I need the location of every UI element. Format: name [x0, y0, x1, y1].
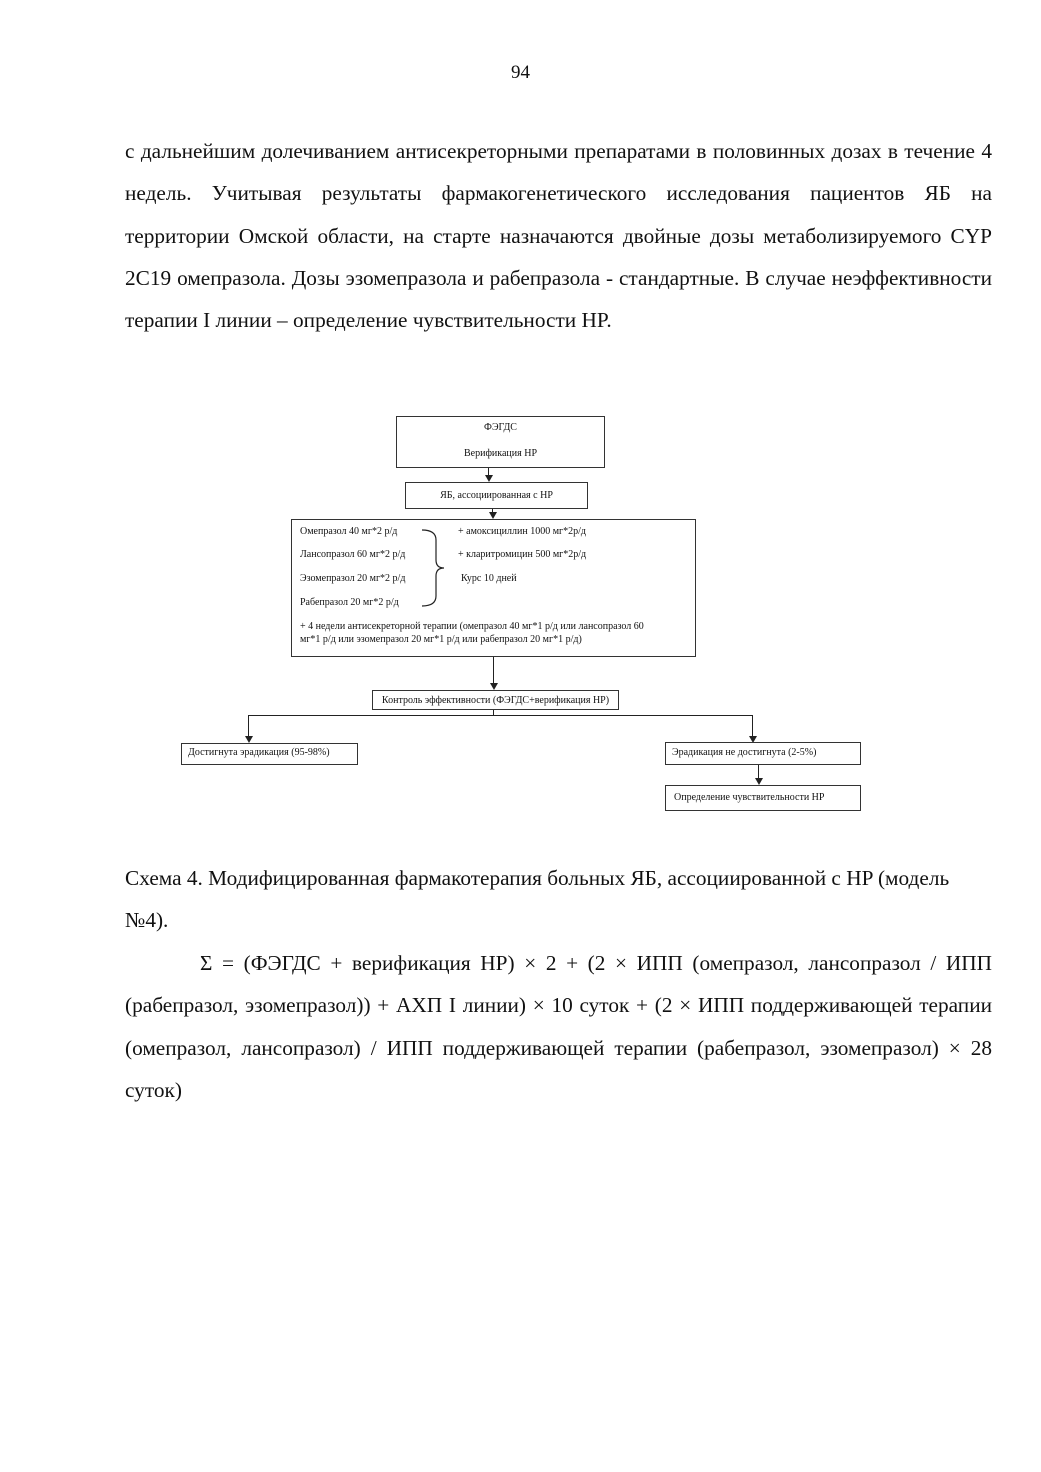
box-failure — [665, 742, 861, 765]
maintenance-line-1: + 4 недели антисекреторной терапии (омепразол 40 мг*1 р/д или лансопразол 60 — [300, 621, 644, 632]
figure-caption: Схема 4. Модифицированная фармакотерапия больных ЯБ, ассоциированной с HP (модель №4). — [125, 866, 950, 933]
antibiotic-clarithromycin: + кларитромицин 500 мг*2р/д — [458, 549, 587, 560]
box-ulcer-hp — [405, 482, 588, 509]
box-success — [181, 743, 358, 765]
box-ulcer-hp-label: ЯБ, ассоциированная с HP — [440, 490, 553, 501]
arrow-5 — [755, 778, 763, 785]
box-fegds-subtitle: Верификация HP — [463, 448, 538, 459]
connector-right — [752, 715, 753, 737]
arrow-2 — [489, 512, 497, 519]
ppi-rabeprazole: Рабепразол 20 мг*2 р/д — [300, 597, 399, 608]
antibiotic-amoxicillin: + амоксициллин 1000 мг*2р/д — [458, 526, 586, 537]
box-regimen — [291, 519, 696, 657]
page-number: 94 — [511, 62, 530, 83]
ppi-omeprazole: Омепразол 40 мг*2 р/д — [300, 526, 398, 537]
box-fegds-title: ФЭГДС — [484, 422, 517, 433]
connector-1 — [488, 468, 489, 476]
connector-left — [248, 715, 249, 737]
body-paragraph: с дальнейшим долечиванием антисекреторными препаратами в половинных дозах в течение 4 недель. Учитывая результаты фармакогенетического исследования пациентов ЯБ на территории Омской области, на старте назначаются двойные дозы метаболизируемого CYP 2C19 омепразола. Дозы эзомепразола и рабепразола - стандартные. В случае неэффективности терапии I линии – определение чувствительности HP. — [125, 139, 992, 333]
box-fegds — [396, 416, 605, 468]
ppi-esomeprazole: Эзомепразол 20 мг*2 р/д — [300, 573, 406, 584]
maintenance-line-2: мг*1 р/д или эзомепразол 20 мг*1 р/д или рабепразол 20 мг*1 р/д) — [300, 634, 582, 645]
box-control-label: Контроль эффективности (ФЭГДС+верификация HP) — [381, 694, 610, 706]
box-control — [372, 690, 619, 710]
connector-2 — [492, 509, 493, 513]
arrow-1 — [485, 475, 493, 482]
arrow-right — [749, 736, 757, 743]
box-sensitivity-label: Определение чувствительности HP — [674, 792, 825, 803]
course-duration: Курс 10 дней — [461, 573, 517, 584]
ppi-lansoprazole: Лансопразол 60 мг*2 р/д — [300, 549, 406, 560]
arrow-left — [245, 736, 253, 743]
brace-icon — [420, 528, 448, 608]
box-sensitivity — [665, 785, 861, 811]
connector-5 — [758, 765, 759, 779]
box-success-label: Достигнута эрадикация (95-98%) — [188, 747, 330, 758]
branch-line — [248, 715, 753, 716]
box-failure-label: Эрадикация не достигнута (2-5%) — [672, 747, 817, 758]
cost-formula: Σ = (ФЭГДС + верификация HP) × 2 + (2 × ИПП (омепразол, лансопразол / ИПП (рабепразол, эзомепразол)) + АХП I линии) × 10 суток + (2 × ИПП поддерживающей терапии (омепразол, лансопразол) / ИПП поддерживающей терапии (рабепразол, эзомепразол) × 28 суток) — [125, 951, 992, 1102]
connector-3 — [493, 657, 494, 684]
connector-4 — [493, 710, 494, 715]
arrow-3 — [490, 683, 498, 690]
